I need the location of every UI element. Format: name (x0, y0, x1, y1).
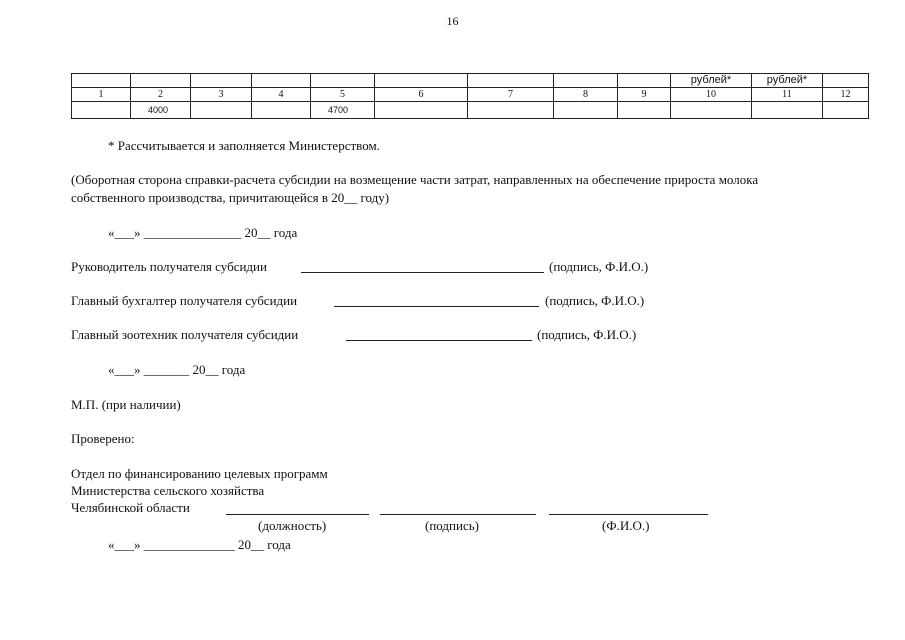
accountant-signature-hint: (подпись, Ф.И.О.) (545, 293, 645, 308)
column-number: 10 (671, 88, 752, 102)
column-number: 12 (823, 88, 869, 102)
table-value (752, 102, 823, 119)
column-number: 1 (72, 88, 131, 102)
department-line-1: Отдел по финансированию целевых программ (71, 466, 328, 481)
table-cell (311, 74, 375, 88)
department-line-3: Челябинской области (71, 500, 190, 515)
table-value (554, 102, 618, 119)
table-unit-row (72, 74, 869, 88)
table-cell (554, 74, 618, 88)
checked-label: Проверено: (71, 431, 135, 446)
signature-caption: (подпись) (425, 518, 479, 533)
name-line (549, 514, 708, 515)
column-number: 3 (191, 88, 252, 102)
zootechnician-signature-hint: (подпись, Ф.И.О.) (537, 327, 637, 342)
head-signature-hint: (подпись, Ф.И.О.) (549, 259, 649, 274)
table-cell (252, 74, 311, 88)
signature-line (380, 514, 536, 515)
page-number: 16 (446, 14, 459, 28)
table-cell (191, 74, 252, 88)
table-cell (131, 74, 191, 88)
table-value-row (72, 102, 869, 119)
column-number: 6 (375, 88, 468, 102)
table-value: 4000 (131, 102, 191, 119)
table-value (375, 102, 468, 119)
zootechnician-signature-label: Главный зоотехник получателя субсидии (71, 327, 299, 342)
date-line: «___» _______________ 20__ года (108, 225, 298, 240)
accountant-signature-line (334, 306, 539, 307)
reverse-side-note-line-1: (Оборотная сторона справки-расчета субсидии на возмещение части затрат, направленных на обеспечение прироста молока (71, 172, 759, 187)
table-value (823, 102, 869, 119)
table-value (618, 102, 671, 119)
column-number: 8 (554, 88, 618, 102)
name-caption: (Ф.И.О.) (602, 518, 650, 533)
head-signature-line (301, 272, 544, 273)
department-line-2: Министерства сельского хозяйства (71, 483, 265, 498)
table-value (72, 102, 131, 119)
table-value (252, 102, 311, 119)
position-caption: (должность) (258, 518, 327, 533)
table-cell-unit: рублей* (752, 74, 823, 88)
table-value (671, 102, 752, 119)
stamp-note: М.П. (при наличии) (71, 397, 181, 412)
table-cell (72, 74, 131, 88)
date-line: «___» _______ 20__ года (108, 362, 246, 377)
accountant-signature-label: Главный бухгалтер получателя субсидии (71, 293, 298, 308)
table-value (191, 102, 252, 119)
table-cell (468, 74, 554, 88)
table-value (468, 102, 554, 119)
column-number: 4 (252, 88, 311, 102)
column-number: 7 (468, 88, 554, 102)
footnote: * Рассчитывается и заполняется Министерством. (108, 138, 380, 153)
table-cell (618, 74, 671, 88)
table-value: 4700 (311, 102, 375, 119)
date-line: «___» ______________ 20__ года (108, 537, 291, 552)
reverse-side-note-line-2: собственного производства, причитающейся в 20__ году) (71, 190, 390, 205)
head-signature-label: Руководитель получателя субсидии (71, 259, 267, 274)
column-number: 11 (752, 88, 823, 102)
column-number: 2 (131, 88, 191, 102)
position-line (226, 514, 369, 515)
column-number: 9 (618, 88, 671, 102)
subsidy-table (71, 73, 869, 119)
table-column-number-row (72, 88, 869, 102)
table-cell-unit: рублей* (671, 74, 752, 88)
table-cell (823, 74, 869, 88)
zootechnician-signature-line (346, 340, 532, 341)
table-cell (375, 74, 468, 88)
column-number: 5 (311, 88, 375, 102)
